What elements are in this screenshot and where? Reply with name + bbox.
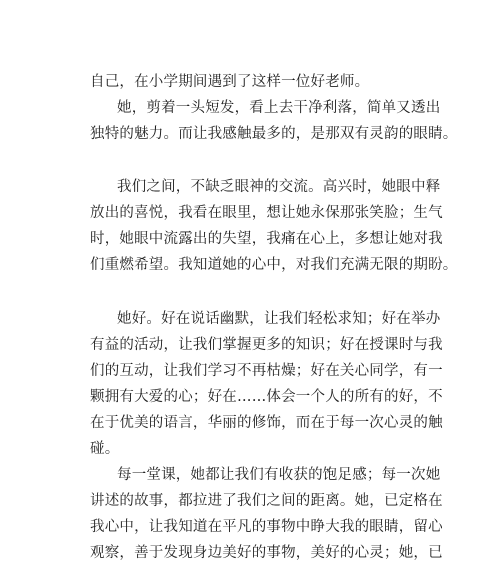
text-line: 在于优美的语言，华丽的修饰，而在于每一次心灵的触 xyxy=(90,415,443,431)
text-line: 放出的喜悦，我看在眼里，想让她永保那张笑脸；生气 xyxy=(90,205,443,221)
text-line: 颗拥有大爱的心；好在……体会一个人的所有的好，不 xyxy=(90,389,443,405)
text-line: 每一堂课，她都让我们有收获的饱足感；每一次她 xyxy=(117,467,441,483)
text-line: 自己，在小学期间遇到了这样一位好老师。 xyxy=(90,74,370,90)
text-line: 讲述的故事，都拉进了我们之间的距离。她，已定格在 xyxy=(90,493,443,509)
text-line: 观察，善于发现身边美好的事物，美好的心灵；她，已 xyxy=(90,545,443,561)
text-line: 她，剪着一头短发，看上去干净利落，简单又透出 xyxy=(117,100,441,116)
text-line: 们的互动，让我们学习不再枯燥；好在关心同学，有一 xyxy=(90,363,443,379)
text-line: 独特的魅力。而让我感触最多的，是那双有灵韵的眼睛。 xyxy=(90,126,458,142)
text-line: 们重燃希望。我知道她的心中，对我们充满无限的期盼。 xyxy=(90,257,458,273)
text-line: 她好。好在说话幽默，让我们轻松求知；好在举办 xyxy=(117,311,441,327)
text-line: 我们之间，不缺乏眼神的交流。高兴时，她眼中释 xyxy=(117,179,441,195)
text-line: 时，她眼中流露出的失望，我痛在心上，多想让她对我 xyxy=(90,231,443,247)
text-line: 有益的活动，让我们掌握更多的知识；好在授课时与我 xyxy=(90,337,443,353)
text-line: 碰。 xyxy=(90,441,120,457)
text-line: 我心中，让我知道在平凡的事物中睁大我的眼睛，留心 xyxy=(90,519,443,535)
